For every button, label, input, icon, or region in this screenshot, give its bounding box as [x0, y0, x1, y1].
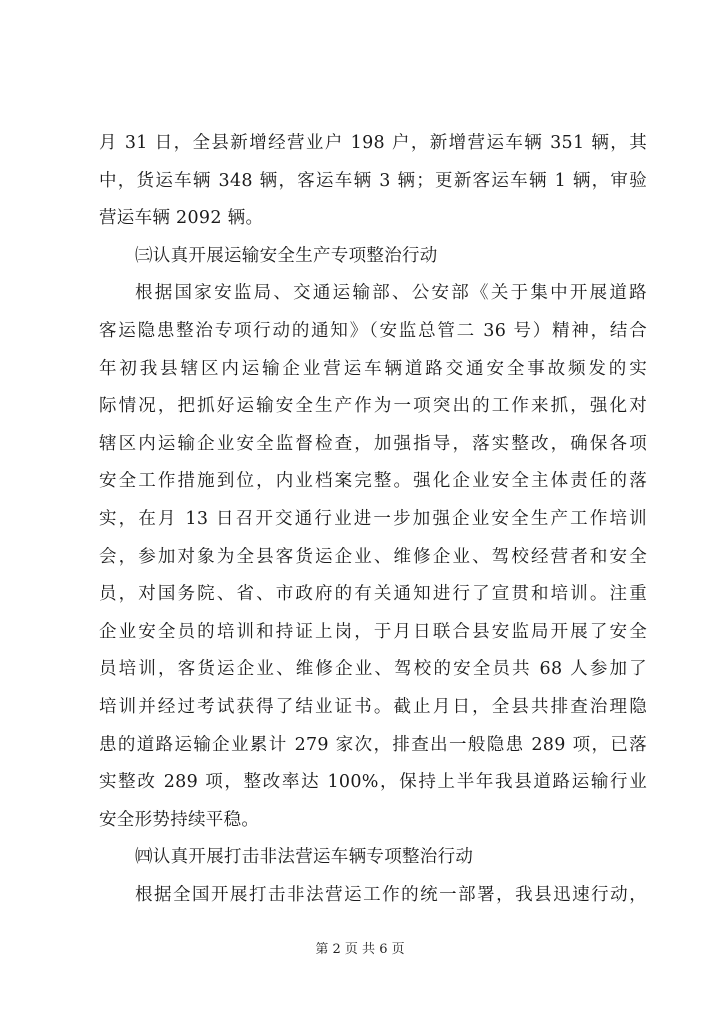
text-line: 安全工作措施到位，内业档案完整。强化企业安全主体责任的落	[99, 471, 647, 492]
text-line: 实，在月 13 日召开交通行业进一步加强企业安全生产工作培训	[99, 508, 647, 529]
text-line: 企业安全员的培训和持证上岗，于月日联合县安监局开展了安全	[99, 621, 647, 642]
text-line: 客运隐患整治专项行动的通知》（安监总管二 36 号）精神，结合	[99, 320, 647, 341]
text-line: 实整改 289 项，整改率达 100%，保持上半年我县道路运输行业	[99, 772, 647, 793]
page-number-footer: 第 2 页 共 6 页	[315, 942, 405, 957]
document-body	[99, 125, 647, 914]
text-line: 营运车辆 2092 辆。	[99, 208, 264, 229]
text-line: 际情况，把抓好运输安全生产作为一项突出的工作来抓，强化对	[99, 396, 647, 417]
text-line: 年初我县辖区内运输企业营运车辆道路交通安全事故频发的实	[99, 358, 647, 379]
section-heading-3: ㈢认真开展运输安全生产专项整治行动	[135, 245, 438, 266]
text-line: 辖区内运输企业安全监督检查，加强指导，落实整改，确保各项	[99, 433, 647, 454]
paragraph-start: 根据全国开展打击非法营运工作的统一部署，我县迅速行动，	[135, 884, 647, 905]
text-line: 员培训，客货运企业、维修企业、驾校的安全员共 68 人参加了	[99, 659, 647, 680]
text-line: 安全形势持续平稳。	[99, 809, 260, 830]
text-line: 月 31 日，全县新增经营业户 198 户，新增营运车辆 351 辆，其	[99, 133, 647, 153]
paragraph-start: 根据国家安监局、交通运输部、公安部《关于集中开展道路	[135, 283, 647, 304]
section-heading-4: ㈣认真开展打击非法营运车辆专项整治行动	[135, 847, 474, 868]
text-line: 培训并经过考试获得了结业证书。截止月日，全县共排查治理隐	[99, 696, 647, 717]
text-line: 会，参加对象为全县客货运企业、维修企业、驾校经营者和安全	[99, 546, 647, 567]
text-line: 患的道路运输企业累计 279 家次，排查出一般隐患 289 项，已落	[99, 734, 647, 755]
text-line: 员，对国务院、省、市政府的有关通知进行了宣贯和培训。注重	[99, 584, 647, 605]
text-line: 中，货运车辆 348 辆，客运车辆 3 辆；更新客运车辆 1 辆，审验	[99, 170, 647, 191]
